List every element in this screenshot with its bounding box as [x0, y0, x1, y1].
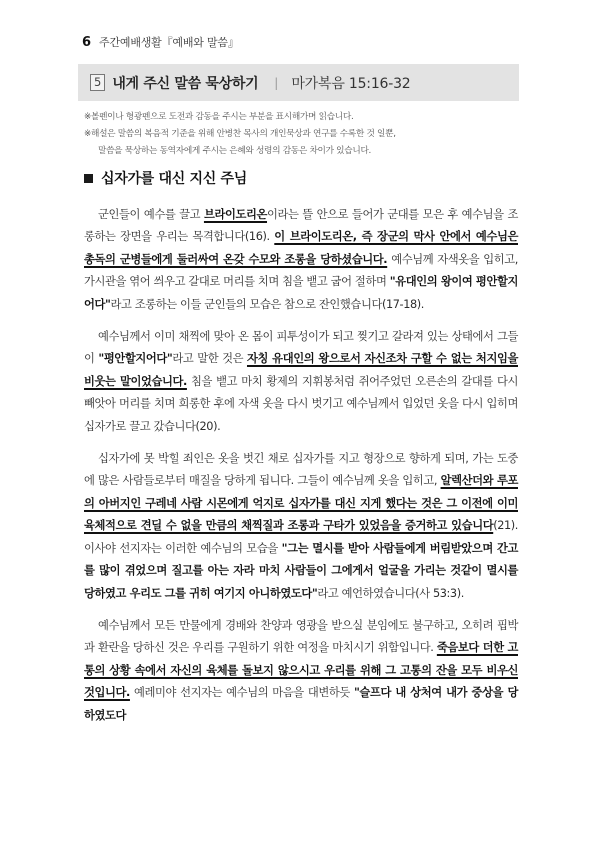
banner-separator: | — [274, 75, 279, 90]
page-header — [82, 34, 239, 54]
quoted-text: "그는 멸시를 받아 사람들에게 버림받았으며 간고를 많이 겪었으며 질고를 아는 자라 마치 사람들이 그에게서 얼굴을 가리는 것같이 멸시를 당하였고 우리도 그를 귀히 여기지 아니하였도다" — [84, 541, 518, 600]
banner-title: 내게 주신 말씀 묵상하기 — [112, 75, 259, 92]
banner-number-box: 5 — [90, 74, 105, 91]
underlined-text: 알렉산더와 루포의 아버지인 구레네 사람 시몬에게 억지로 십자가를 대신 지게 했다는 것은 그 이전에 이미 육체적으로 견딜 수 없을 만큼의 채찍질과 조롱과 구타가 있었음을 증거하고 있습니다 — [84, 474, 518, 533]
note-line: ※해설은 말씀의 복음적 기준을 위해 안병찬 목사의 개인묵상과 연구를 수록한 것 일뿐, — [84, 129, 396, 139]
scripture-reference: 마가복음 15:16-32 — [291, 75, 411, 92]
section-banner — [78, 64, 519, 101]
section-heading — [84, 168, 247, 188]
page-number: 6 — [82, 35, 92, 50]
underlined-text: 브라이도리온 — [203, 208, 268, 221]
paragraph-4: 예수님께서 모든 만물에게 경배와 찬양과 영광을 받으실 분임에도 불구하고, 오히려 핍박과 환란을 당하신 것은 우리를 구원하기 위한 여정을 마치시기 위함입니다. 죽음보다 더한 고통의 상황 속에서 자신의 육체를 돌보지 않으시고 우리를 위해 그 고통의 잔을 모두 비우신 것입니다. 예레미야 선지자는 예수님의 마음을 대변하듯 "슬프다 내 상처여 내가 중상을 당하였도다 — [84, 618, 518, 722]
note-line: 말씀을 묵상하는 동역자에게 주시는 은혜와 성령의 감동은 차이가 있습니다. — [98, 146, 372, 156]
underlined-text: 죽음보다 더한 고통의 상황 속에서 자신의 육체를 돌보지 않으시고 우리를 위해 그 고통의 잔을 모두 비우신 것입니다. — [84, 641, 518, 700]
publication-title: 주간예배생활『예배와 말씀』 — [99, 36, 239, 49]
note-line: ※볼펜이나 형광펜으로 도전과 감동을 주시는 부분을 표시해가며 읽습니다. — [84, 112, 354, 122]
quoted-text: "슬프다 내 상처여 내가 중상을 당하였도다 — [84, 686, 518, 722]
paragraph-1: 군인들이 예수를 끌고 브라이도리온이라는 뜰 안으로 들어가 군대를 모은 후 예수님을 조롱하는 장면을 우리는 목격합니다(16). 이 브라이도리온, 즉 장군의 막사 안에서 예수님은 총독의 군병들에게 둘러싸여 온갖 수모와 조롱을 당하셨습니다. 예수님께 자색옷을 입히고, 가시관을 엮어 씌우고 갈대로 머리를 치며 침을 뱉고 굽어 절하며 "유대인의 왕이여 평안할지어다"라고 조롱하는 이들 군인들의 모습은 참으로 잔인했습니다(17-18). — [84, 208, 518, 311]
instruction-notes — [84, 109, 514, 160]
quoted-text: "유대인의 왕이여 평안할지어다" — [84, 275, 518, 311]
paragraph-2: 예수님께서 이미 채찍에 맞아 온 몸이 피투성이가 되고 찢기고 갈라져 있는 상태에서 그들이 "평안할지어다"라고 말한 것은 자칭 유대인의 왕으로서 자신조차 구할 수 없는 처지임을 비웃는 말이었습니다. 침을 뱉고 마치 황제의 지휘봉처럼 쥐어주었던 오른손의 갈대를 다시 빼앗아 머리를 치며 희롱한 후에 자색 옷을 다시 벗기고 예수님께서 입었던 옷을 다시 입히며 십자가로 끌고 갔습니다(20). — [84, 330, 518, 433]
underlined-text: 자칭 유대인의 왕으로서 자신조차 구할 수 없는 처지임을 비웃는 말이었습니다. — [84, 352, 518, 388]
square-bullet-icon — [84, 174, 93, 183]
article-body — [84, 204, 518, 737]
paragraph-3: 십자가에 못 박힐 죄인은 옷을 벗긴 채로 십자가를 지고 형장으로 향하게 되며, 가는 도중에 많은 사람들로부터 매질을 당하게 됩니다. 그들이 예수님께 옷을 입히고, 알렉산더와 루포의 아버지인 구레네 사람 시몬에게 억지로 십자가를 대신 지게 했다는 것은 그 이전에 이미 육체적으로 견딜 수 없을 만큼의 채찍질과 조롱과 구타가 있었음을 증거하고 있습니다(21). 이사야 선지자는 이러한 예수님의 모습을 "그는 멸시를 받아 사람들에게 버림받았으며 간고를 많이 겪었으며 질고를 아는 자라 마치 사람들이 그에게서 얼굴을 가리는 것같이 멸시를 당하였고 우리도 그를 귀히 여기지 아니하였도다"라고 예언하였습니다(사 53:3). — [84, 452, 518, 600]
underlined-text: 이 브라이도리온, 즉 장군의 막사 안에서 예수님은 총독의 군병들에게 둘러싸여 온갖 수모와 조롱을 당하셨습니다. — [84, 230, 518, 266]
section-title: 십자가를 대신 지신 주님 — [101, 171, 247, 187]
quoted-text: "평안할지어다" — [98, 352, 173, 366]
